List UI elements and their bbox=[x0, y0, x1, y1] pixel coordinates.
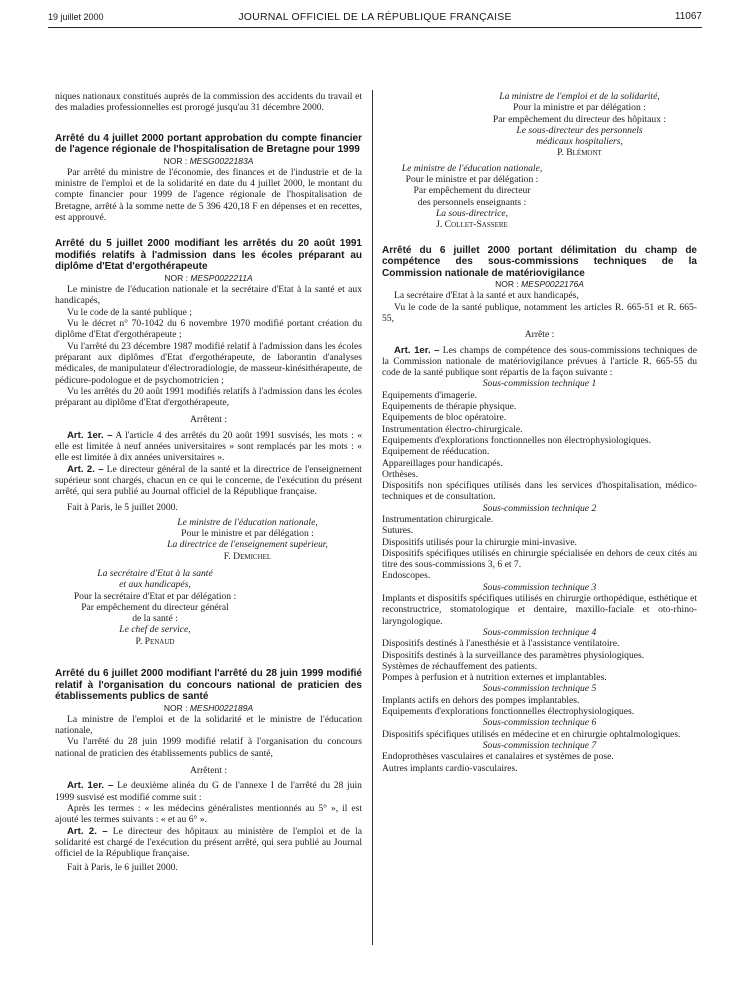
paragraph: Après les termes : « les médecins généralistes mentionnés au 5° », il est ajouté les termes suivants : « et au 6° ». bbox=[55, 802, 362, 826]
list-item: Dispositifs non spécifiques utilisés dans les services d'hospitalisation, médico-techniques et de consultation. bbox=[382, 480, 697, 503]
subcommission-list bbox=[382, 390, 697, 503]
list-item: Endoscopes. bbox=[382, 570, 431, 582]
paragraph: Vu l'arrêté du 23 décembre 1987 modifié relatif à l'admission dans les écoles préparant aux diplômes d'Etat d'ergothérapeute, de laborantin d'analyses médicales, de manipulateur d'électroradiologie, de masseur-kinésithérapeute, de pédicure-podologue et de psychomotricien ; bbox=[55, 340, 362, 386]
arretent: Arrêtent : bbox=[189, 414, 228, 426]
continued-paragraph: niques nationaux constitués auprès de la commission des accidents du travail et des maladies professionnelles est prorogé jusqu'au 31 décembre 2000. bbox=[55, 91, 362, 114]
nor-reference: NOR : MESP0022211A bbox=[164, 272, 253, 283]
list-item: Endoprothèses vasculaires et canalaires et systèmes de pose. bbox=[382, 751, 614, 763]
list-item: Autres implants cardio-vasculaires. bbox=[382, 762, 518, 774]
list-item: Appareillages pour handicapés. bbox=[382, 457, 503, 469]
signed-date: Fait à Paris, le 6 juillet 2000. bbox=[67, 862, 178, 874]
paragraph: La ministre de l'emploi et de la solidarité et le ministre de l'éducation nationale, bbox=[55, 713, 362, 737]
paragraph: Vu le code de la santé publique ; bbox=[67, 306, 192, 318]
paragraph: Vu l'arrêté du 28 juin 1999 modifié relatif à l'organisation du concours national de praticien des établissements publics de santé, bbox=[55, 736, 362, 759]
list-item: Implants actifs en dehors des pompes implantables. bbox=[382, 694, 580, 706]
subcommission-list bbox=[382, 638, 697, 683]
list-item: Dispositifs destinés à l'anesthésie et à l'assistance ventilatoire. bbox=[382, 638, 620, 650]
list-item: Equipements d'explorations fonctionnelles électrophysiologiques. bbox=[382, 706, 635, 718]
subcommission-list bbox=[382, 729, 697, 740]
nor-reference: NOR : MESG0022183A bbox=[163, 155, 254, 166]
list-item: Equipements d'explorations fonctionnelles non électrophysiologiques. bbox=[382, 434, 651, 446]
paragraph: Vu le décret n° 70-1042 du 6 novembre 1970 modifié portant création du diplôme d'Etat d'ergothérapeute ; bbox=[55, 318, 362, 341]
journal-title: JOURNAL OFFICIEL DE LA RÉPUBLIQUE FRANÇAISE bbox=[238, 11, 512, 23]
list-item: Systèmes de réchauffement des patients. bbox=[382, 660, 538, 672]
subcommission-title: Sous-commission technique 1 bbox=[482, 378, 597, 390]
subcommission-title: Sous-commission technique 3 bbox=[482, 581, 597, 593]
signed-date: Fait à Paris, le 5 juillet 2000. bbox=[67, 501, 178, 513]
subcommission-title: Sous-commission technique 5 bbox=[482, 683, 597, 695]
issue-date: 19 juillet 2000 bbox=[48, 12, 104, 22]
list-item: Pompes à perfusion et à nutrition externes et implantables. bbox=[382, 672, 607, 684]
page-header bbox=[48, 10, 702, 26]
subcommission-list bbox=[382, 593, 697, 627]
list-item: Orthèses. bbox=[382, 468, 418, 480]
decree-title: Arrêté du 6 juillet 2000 modifiant l'arrêté du 28 juin 1999 modifié relatif à l'organisation du concours national de praticien des établissements publics de santé bbox=[55, 668, 362, 703]
article: Art. 2. – Le directeur des hôpitaux au ministère de l'emploi et de la solidarité est chargé de l'exécution du présent arrêté, qui sera publié au Journal officiel de la République française. bbox=[55, 825, 362, 860]
list-item: Instrumentation électro-chirurgicale. bbox=[382, 423, 523, 435]
list-item: Implants et dispositifs spécifiques utilisés en chirurgie orthopédique, esthétique et reconstructrice, stomatologique et dentaire, maxillo-faciale et oto-rhino-laryngologique. bbox=[382, 593, 697, 627]
signature-block: La secrétaire d'Etat à la santé et aux handicapés, Pour la secrétaire d'Etat et par délégation : Par empêchement du directeur général de la santé : Le chef de service, P. Penaud bbox=[73, 568, 237, 647]
subcommission-title: Sous-commission technique 6 bbox=[482, 717, 597, 729]
subcommission-list bbox=[382, 751, 697, 774]
list-item: Equipement de rééducation. bbox=[382, 446, 490, 458]
subcommission-title: Sous-commission technique 2 bbox=[482, 502, 597, 514]
header-rule bbox=[48, 27, 702, 28]
paragraph: Par arrêté du ministre de l'économie, des finances et de l'industrie et de la ministre de l'emploi et de la solidarité en date du 4 juillet 2000, le montant du compte financier pour 1999 de l'agence régionale de l'hospitalisation de Bretagne, arrêté à la somme nette de 5 396 420,18 F en dépenses et en recettes, est approuvé. bbox=[55, 166, 362, 224]
column-divider bbox=[372, 90, 373, 945]
decree-title: Arrêté du 5 juillet 2000 modifiant les arrêtés du 20 août 1991 modifiés relatifs à l'admission dans les écoles préparant au diplôme d'Etat d'ergothérapeute bbox=[55, 238, 362, 273]
arrete: Arrête : bbox=[524, 329, 555, 341]
list-item: Equipements de bloc opératoire. bbox=[382, 412, 507, 424]
paragraph: Vu les arrêtés du 20 août 1991 modifiés relatifs à l'admission dans les écoles préparant au diplôme d'Etat d'ergothérapeute, bbox=[55, 385, 362, 409]
article: Art. 2. – Le directeur général de la santé et la directrice de l'enseignement supérieur sont chargés, chacun en ce qui le concerne, de l'exécution du présent arrêté, qui sera publié au Journal officiel de la République française. bbox=[55, 463, 362, 498]
subcommission-title: Sous-commission technique 7 bbox=[482, 739, 597, 751]
paragraph: Vu le code de la santé publique, notamment les articles R. 665-51 et R. 665-55, bbox=[382, 301, 697, 324]
signature-block: La ministre de l'emploi et de la solidarité, Pour la ministre et par délégation : Par empêchement du directeur des hôpitaux : Le sous-directeur des personnels médicaux hospitaliers, P. Blémont bbox=[492, 91, 667, 159]
left-column bbox=[55, 91, 362, 874]
right-column bbox=[382, 91, 697, 774]
subcommission-title: Sous-commission technique 4 bbox=[482, 626, 597, 638]
page-number: 11067 bbox=[674, 11, 702, 22]
list-item: Equipements de thérapie physique. bbox=[382, 401, 517, 413]
decree-title: Arrêté du 6 juillet 2000 portant délimitation du champ de compétence des sous-commissions techniques de la Commission nationale de matériovigilance bbox=[382, 244, 697, 279]
article: Art. 1er. – Le deuxième alinéa du G de l'annexe I de l'arrêté du 28 juin 1999 susvisé est modifié comme suit : bbox=[55, 780, 362, 803]
article: Art. 1er. – A l'article 4 des arrêtés du 20 août 1991 susvisés, les mots : « elle est limitée à neuf années universitaires » sont remplacés par les mots : « elle est limitée à dix années universitaires ». bbox=[55, 429, 362, 464]
list-item: Instrumentation chirurgicale. bbox=[382, 514, 494, 525]
list-item: Dispositifs destinés à la surveillance des paramètres physiologiques. bbox=[382, 649, 645, 661]
paragraph: Le ministre de l'éducation nationale et la secrétaire d'Etat à la santé et aux handicapés, bbox=[55, 284, 362, 307]
list-item: Dispositifs utilisés pour la chirurgie mini-invasive. bbox=[382, 536, 577, 548]
nor-reference: NOR : MESH0022189A bbox=[163, 702, 254, 713]
subcommission-list bbox=[382, 514, 697, 582]
signature-block: Le ministre de l'éducation nationale, Pour le ministre et par délégation : Par empêchement du directeur des personnels enseignants : La sous-directrice, J. Collet-Sassere bbox=[401, 162, 543, 231]
list-item: Dispositifs spécifiques utilisés en médecine et en chirurgie ophtalmologiques. bbox=[382, 728, 681, 740]
paragraph: La secrétaire d'Etat à la santé et aux handicapés, bbox=[394, 290, 579, 302]
arretent: Arrêtent : bbox=[189, 765, 228, 777]
list-item: Dispositifs spécifiques utilisés en chirurgie spécialisée en dehors de ceux cités au titre des sous-commissions 3, 6 et 7. bbox=[382, 547, 697, 571]
decree-title: Arrêté du 4 juillet 2000 portant approbation du compte financier de l'agence régionale de l'hospitalisation de Bretagne pour 1999 bbox=[55, 132, 362, 156]
signature-block: Le ministre de l'éducation nationale, Pour le ministre et par délégation : La directrice de l'enseignement supérieur, F. Demichel bbox=[167, 516, 328, 562]
list-item: Sutures. bbox=[382, 525, 414, 537]
nor-reference: NOR : MESP0022176A bbox=[495, 279, 584, 290]
subcommission-list bbox=[382, 695, 697, 718]
list-item: Equipements d'imagerie. bbox=[382, 389, 477, 401]
article: Art. 1er. – Les champs de compétence des sous-commissions techniques de la Commission nationale de matériovigilance prévues à l'article R. 665-55 du code de la santé publique sont répartis de la façon suivante : bbox=[382, 344, 697, 379]
